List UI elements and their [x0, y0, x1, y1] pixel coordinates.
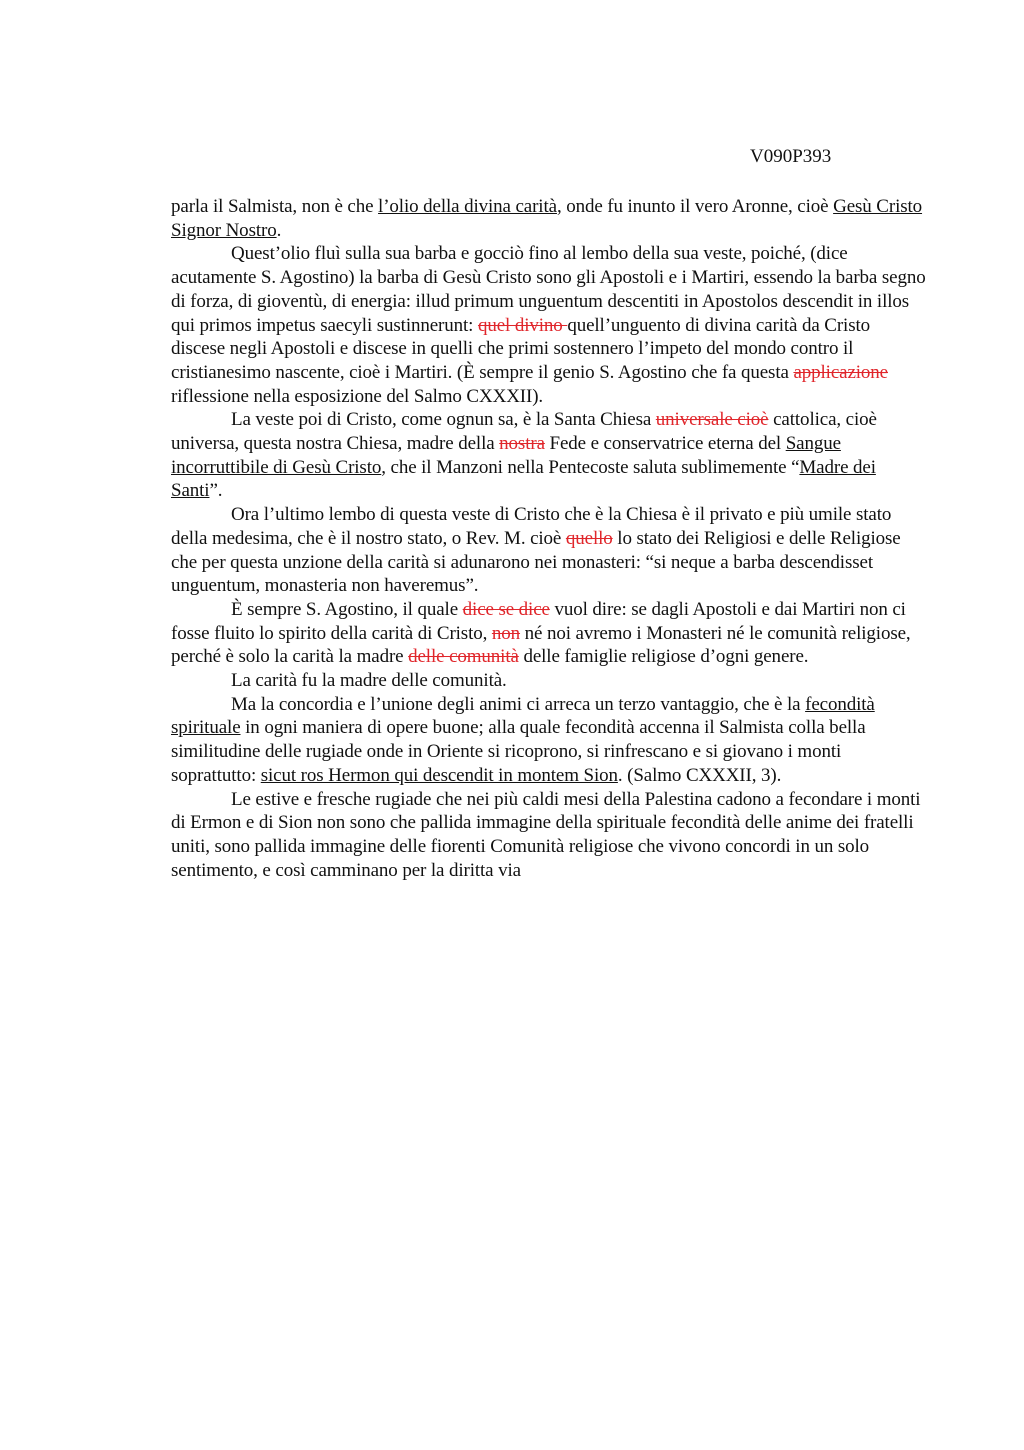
text-segment: .: [276, 219, 282, 241]
text-segment: È sempre S. Agostino, il quale: [231, 598, 463, 620]
text-segment: , onde fu inunto il vero Aronne, cioè: [556, 196, 834, 217]
text-segment: cattolica, cioè universa, questa nostra Chiesa, madre della: [171, 409, 877, 455]
paragraph: [171, 242, 927, 408]
underlined-text: Sangue incorruttibile di Gesù Cristo: [171, 433, 841, 478]
paragraph: [171, 669, 927, 693]
text-segment: in ogni maniera di opere buone; alla quale fecondità accenna il Salmista colla bella similitudine delle rugiade onde in Oriente si ricoprono, si rinfrescano e si giovano i monti soprattutto:: [171, 717, 866, 786]
text-segment: , che il Manzoni nella Pentecoste saluta sublimemente “: [381, 456, 800, 478]
text-segment: parla il Salmista, non è che: [171, 196, 379, 217]
text-segment: quell’unguento di divina carità da Cristo discese negli Apostoli e discese in quelli che primi sostennero l’impeto del mondo contro il cristianesimo nascente, cioè i Martiri. (È sempre il genio S. Agostino che fa questa: [171, 314, 871, 383]
paragraph: [171, 408, 927, 503]
text-segment: né noi avremo i Monasteri né le comunità religiose, perché è solo la carità la madre: [171, 622, 911, 668]
paragraph: [171, 195, 927, 242]
text-segment: Ma la concordia e l’unione degli animi ci arreca un terzo vantaggio, che è la: [231, 693, 806, 715]
underlined-text: Madre dei Santi: [171, 456, 876, 502]
deleted-text: non: [491, 622, 521, 644]
paragraph: [171, 788, 927, 883]
deleted-text: nostra: [499, 433, 545, 455]
text-segment: Le estive e fresche rugiade che nei più caldi mesi della Palestina cadono a fecondare i monti di Ermon e di Sion non sono che pallida immagine della spirituale fecondità delle anime dei fratelli uniti, sono pallida immagine delle fiorenti Comunità religiose che vivono concordi in un solo sentimento, e così camminano per la diritta via: [171, 788, 921, 881]
deleted-text: universale cioè: [655, 409, 769, 431]
underlined-text: fecondità spirituale: [171, 693, 875, 739]
paragraph: [171, 598, 927, 669]
text-segment: Ora l’ultimo lembo di questa veste di Cristo che è la Chiesa è il privato e più umile stato della medesima, che è il nostro stato, o Rev. M. cioè: [171, 504, 892, 549]
text-segment: Fede e conservatrice eterna del: [544, 433, 786, 455]
text-segment: riflessione nella esposizione del Salmo CXXXII).: [171, 385, 544, 407]
underlined-text: sicut ros Hermon qui descendit in montem Sion: [260, 764, 618, 786]
text-segment: ”.: [209, 480, 223, 502]
deleted-text: delle comunità: [408, 646, 519, 668]
text-segment: lo stato dei Religiosi e delle Religiose che per questa unzione della carità si adunarono nei monasteri: “si neque a barba descendisset unguentum, monasteria non haveremus”.: [171, 527, 901, 597]
text-segment: delle famiglie religiose d’ogni genere.: [518, 646, 809, 668]
deleted-text: dice se dice: [462, 598, 550, 620]
text-segment: La carità fu la madre delle comunità.: [231, 670, 507, 692]
deleted-text: applicazione: [793, 361, 888, 383]
deleted-text: quel divino: [477, 314, 568, 336]
deleted-text: quello: [565, 527, 613, 549]
paragraph: [171, 693, 927, 788]
text-segment: . (Salmo CXXXII, 3).: [617, 764, 782, 786]
document-body: [171, 195, 927, 882]
page-identifier: V090P393: [750, 146, 832, 167]
text-segment: vuol dire: se dagli Apostoli e dai Martiri non ci fosse fluito lo spirito della carità di Cristo,: [171, 598, 906, 644]
underlined-text: l’olio della divina carità: [378, 196, 557, 217]
text-segment: Quest’olio fluì sulla sua barba e gocciò fino al lembo della sua veste, poiché, (dice acutamente S. Agostino) la barba di Gesù Cristo sono gli Apostoli e i Martiri, essendo la barba segno di forza, di gioventù, di energia: illud primum unguentum descentiti in Apostolos descendit in illos qui primos impetus saecyli sustinnerunt:: [171, 243, 926, 336]
underlined-text: Gesù Cristo Signor Nostro: [171, 196, 923, 241]
text-segment: La veste poi di Cristo, come ognun sa, è la Santa Chiesa: [231, 409, 656, 431]
paragraph: [171, 503, 927, 598]
